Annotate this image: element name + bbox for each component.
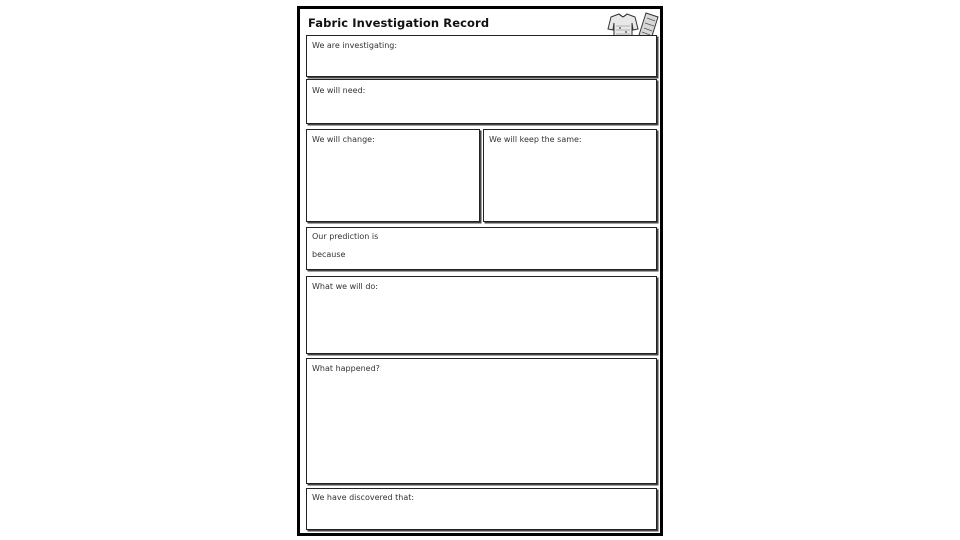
change-label: We will change: — [312, 135, 375, 144]
investigating-label: We are investigating: — [312, 41, 398, 50]
investigating-box[interactable] — [306, 35, 657, 77]
method-label: What we will do: — [312, 282, 378, 291]
worksheet-title: Fabric Investigation Record — [308, 16, 490, 30]
change-box[interactable] — [306, 129, 480, 222]
need-label: We will need: — [312, 86, 366, 95]
need-box[interactable] — [306, 79, 657, 124]
discovered-label: We have discovered that: — [312, 493, 415, 502]
happened-label: What happened? — [312, 364, 380, 373]
worksheet-page — [297, 6, 663, 536]
discovered-box[interactable] — [306, 488, 657, 530]
happened-box[interactable] — [306, 358, 657, 484]
prediction-label: Our prediction is — [312, 232, 379, 241]
prediction-box[interactable] — [306, 227, 657, 270]
same-label: We will keep the same: — [489, 135, 582, 144]
same-box[interactable] — [483, 129, 657, 222]
because-label: because — [312, 250, 346, 259]
method-box[interactable] — [306, 276, 657, 354]
